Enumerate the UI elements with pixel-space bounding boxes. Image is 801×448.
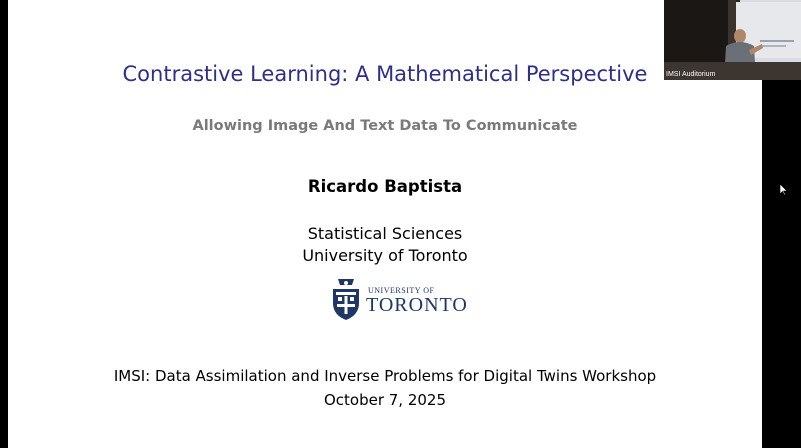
- speaker-video-image: [664, 0, 801, 80]
- event-date: October 7, 2025: [323, 391, 447, 409]
- university-logo: [324, 277, 468, 321]
- slide-title: Contrastive Learning: A Mathematical Perspective: [122, 62, 648, 86]
- presentation-slide: [8, 0, 762, 448]
- slide-subtitle: Allowing Image And Text Data To Communicate: [192, 118, 578, 134]
- department-name: Statistical Sciences: [307, 224, 463, 243]
- speaker-video-tile[interactable]: [664, 0, 801, 80]
- logo-small-text: UNIVERSITY OF: [368, 286, 435, 295]
- event-name: IMSI: Data Assimilation and Inverse Problems for Digital Twins Workshop: [113, 367, 657, 385]
- video-tile-label: IMSI Auditorium: [666, 71, 716, 78]
- author-name: Ricardo Baptista: [307, 177, 463, 196]
- crest-icon: [328, 277, 364, 321]
- university-name: University of Toronto: [302, 246, 468, 265]
- logo-big-text: TORONTO: [366, 294, 468, 316]
- mouse-cursor-icon: [780, 184, 788, 196]
